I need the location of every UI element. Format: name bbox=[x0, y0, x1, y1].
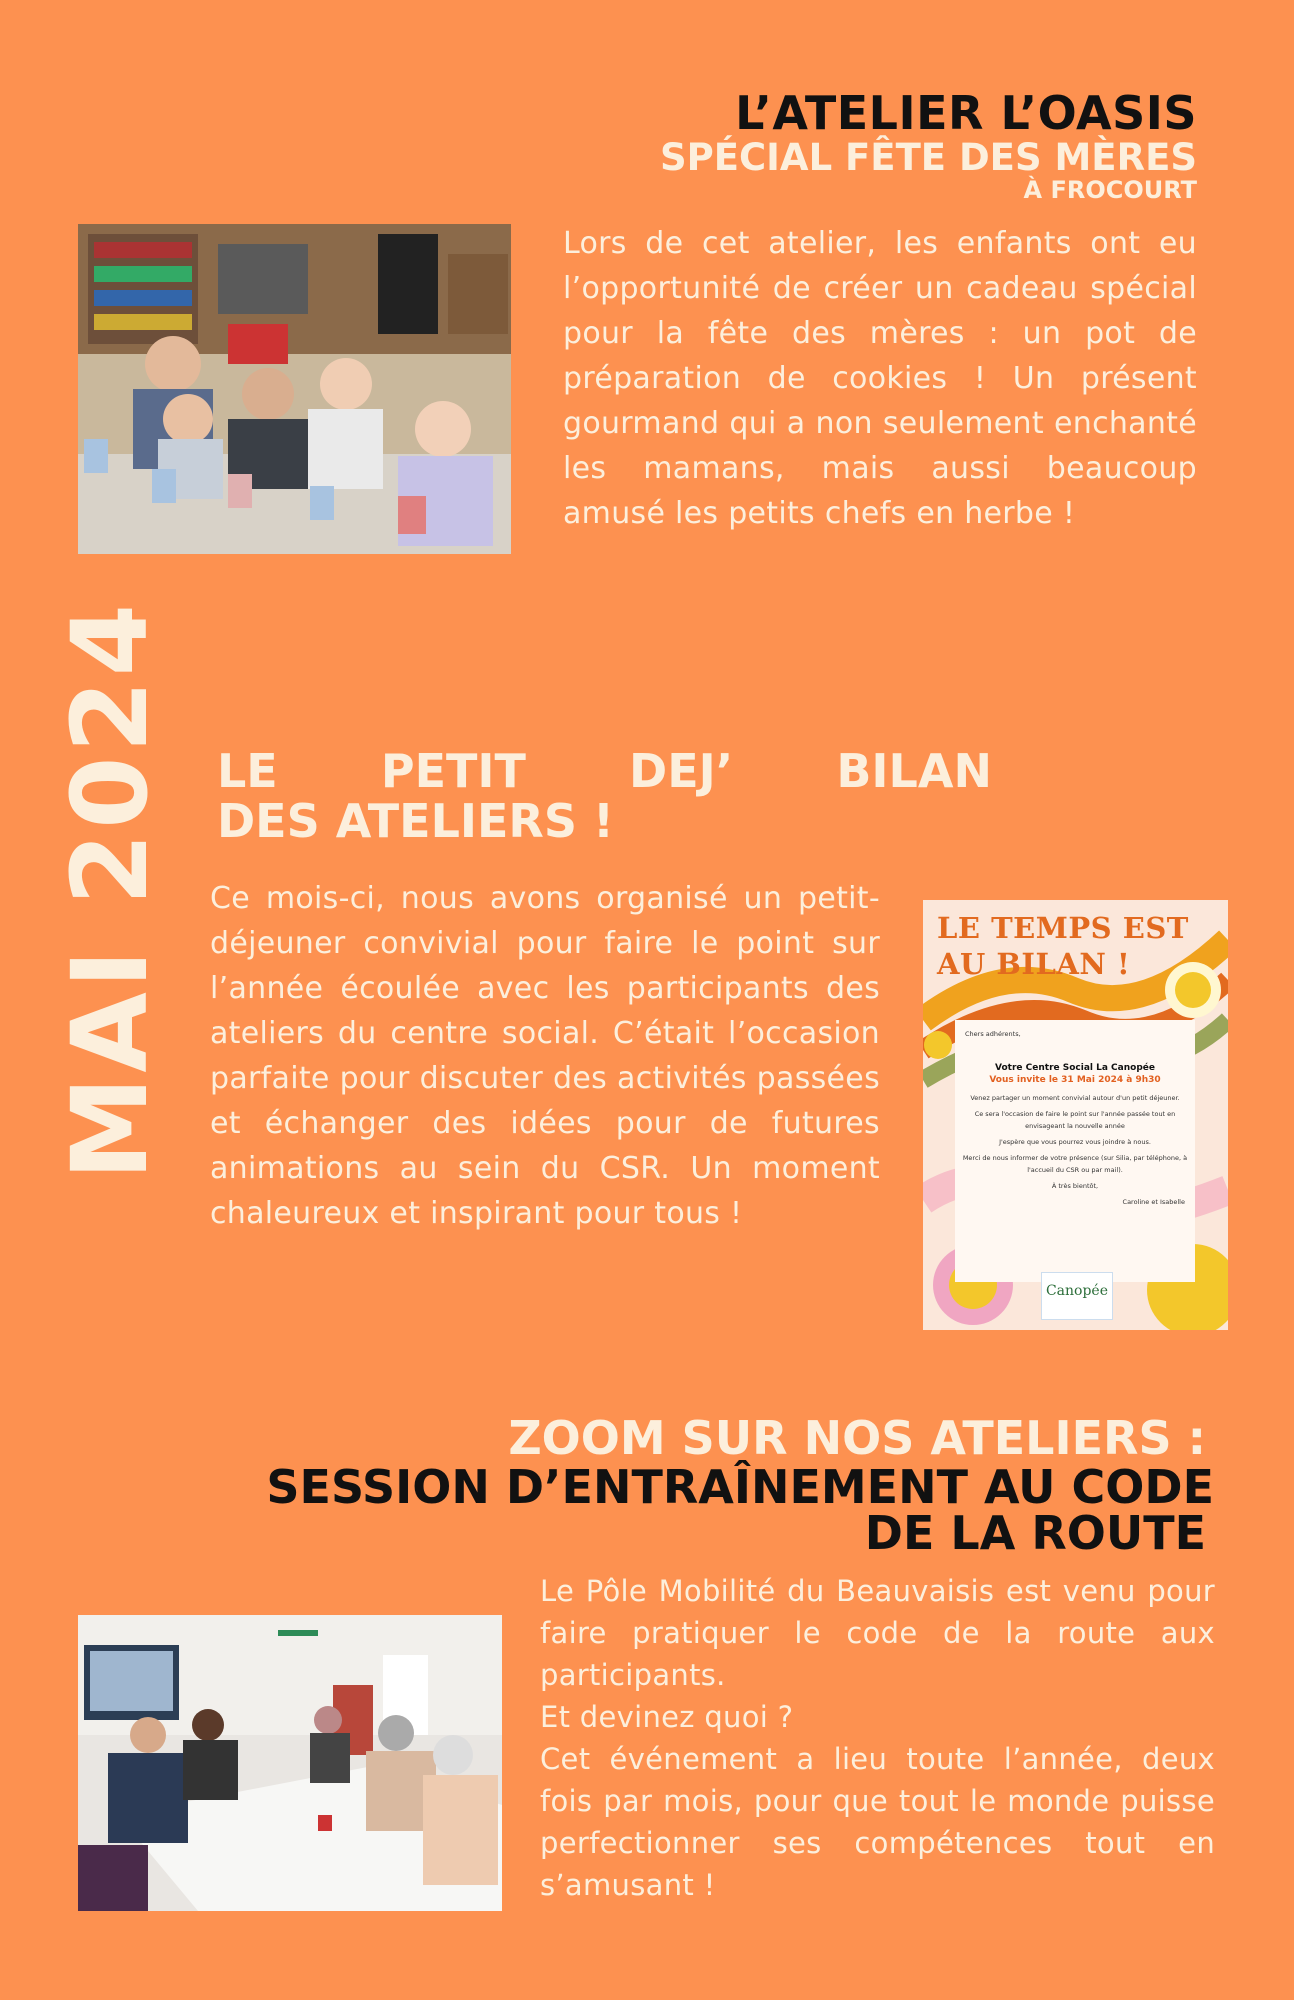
poster-card bbox=[955, 1020, 1195, 1282]
section2-title-line2: DES ATELIERS ! bbox=[217, 794, 614, 848]
section2-title-word: LE bbox=[217, 744, 278, 798]
month-label: MAI 2024 bbox=[49, 599, 171, 1181]
section1-text: Lors de cet atelier, les enfants ont eu l’opportunité de créer un cadeau spécial pour la fête des mères : un pot de préparation de cookies ! Un présent gourmand qui a non seulement enchanté les mamans, mais aussi beaucoup amusé les petits chefs en herbe ! bbox=[563, 226, 1197, 531]
poster-line: J'espère que vous pourrez vous joindre à nous. bbox=[999, 1138, 1151, 1146]
poster-line: Merci de nous informer de votre présence (sur Silia, par téléphone, à l'accueil du CSR ou par mail). bbox=[962, 1154, 1188, 1174]
canopee-logo-text: Canopée bbox=[1045, 1283, 1109, 1299]
section3-title3: DE LA ROUTE bbox=[864, 1506, 1206, 1560]
poster-date: Vous invite le 31 Mai 2024 à 9h30 bbox=[989, 1075, 1161, 1085]
section2-text: Ce mois-ci, nous avons organisé un petit-déjeuner convivial pour faire le point sur l’année écoulée avec les participants des ateliers du centre social. C’était l’occasion parfaite pour discuter des activités passées et échanger des idées pour de futures animations au sein du CSR. Un moment chaleureux et inspirant pour tous ! bbox=[210, 881, 880, 1231]
section1-subtitle: SPÉCIAL FÊTE DES MÈRES bbox=[659, 136, 1197, 179]
section2-title-line1 bbox=[217, 746, 992, 796]
section2-title-word: PETIT bbox=[380, 744, 526, 798]
poster-title: LE TEMPS EST AU BILAN ! bbox=[937, 911, 1189, 981]
poster-line: Ce sera l'occasion de faire le point sur l'année passée tout en envisageant la nouvelle année bbox=[974, 1110, 1176, 1130]
poster-greeting: Chers adhérents, bbox=[965, 1030, 1021, 1038]
section1-location: À FROCOURT bbox=[1023, 176, 1197, 204]
section1-title: L’ATELIER L’OASIS bbox=[735, 86, 1197, 140]
invitation-poster bbox=[923, 900, 1228, 1330]
poster-line: Venez partager un moment convivial autour d'un petit déjeuner. bbox=[970, 1094, 1180, 1102]
children-workshop-photo bbox=[78, 224, 511, 554]
poster-signature: Caroline et Isabelle bbox=[1122, 1198, 1185, 1206]
poster-org: Votre Centre Social La Canopée bbox=[995, 1063, 1155, 1073]
poster-line: À très bientôt, bbox=[1051, 1182, 1099, 1190]
section3-title1: ZOOM SUR NOS ATELIERS : bbox=[508, 1411, 1206, 1465]
section3-title2: SESSION D’ENTRAÎNEMENT AU CODE bbox=[266, 1460, 1214, 1514]
canopee-logo bbox=[1041, 1272, 1113, 1320]
section2-title-word: BILAN bbox=[836, 744, 992, 798]
section2-title-word: DEJ’ bbox=[629, 744, 734, 798]
driving-code-session-photo bbox=[78, 1615, 502, 1911]
section3-text: Le Pôle Mobilité du Beauvaisis est venu pour faire pratiquer le code de la route aux participants. Et devinez quoi ? Cet événement a lieu toute l’année, deux fois par mois, pour que tout le monde puisse perfectionner ses compétences tout en s’amusant ! bbox=[540, 1574, 1215, 1902]
